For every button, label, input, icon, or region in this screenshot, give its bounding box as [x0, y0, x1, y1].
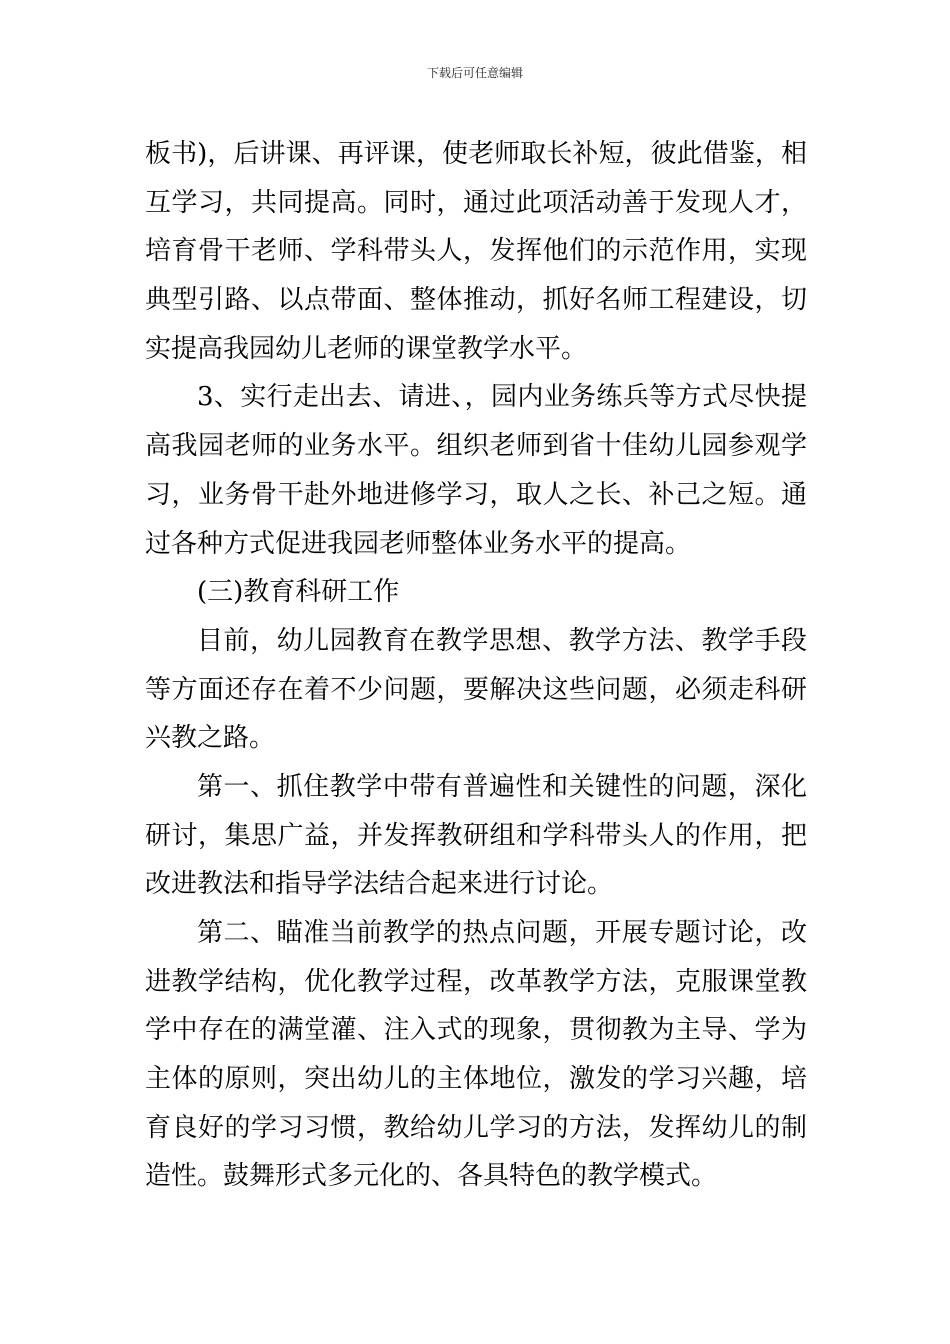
text-line: 育良好的学习习惯，教给幼儿学习的方法，发挥幼儿的制: [145, 1112, 807, 1143]
text-line: 主体的原则，突出幼儿的主体地位，激发的学习兴趣，培: [145, 1064, 807, 1095]
text-line: 学中存在的满堂灌、注入式的现象，贯彻教为主导、学为: [145, 1015, 807, 1046]
paragraph: [145, 130, 807, 373]
text-line: 第一、抓住教学中带有普遍性和关键性的问题，深化: [197, 771, 807, 802]
text-line: 进教学结构，优化教学过程，改革教学方法，克服课堂教: [145, 966, 807, 997]
text-line: 板书)，后讲课、再评课，使老师取长补短，彼此借鉴，相: [145, 139, 807, 169]
text-line: 高我园老师的业务水平。组织老师到省十佳幼儿园参观学: [145, 431, 807, 462]
text-line: 过各种方式促进我园老师整体业务水平的提高。: [145, 528, 692, 559]
text-line: 3、实行走出去、请进、，园内业务练兵等方式尽快提: [197, 382, 807, 413]
text-line: 兴教之路。: [145, 723, 276, 754]
section-heading: [145, 568, 807, 617]
text-line: 互学习，共同提高。同时，通过此项活动善于发现人才，: [145, 187, 807, 218]
document-body: [145, 130, 807, 1201]
text-line: 改进教法和指导学法结合起来进行讨论。: [145, 869, 614, 900]
paragraph: [145, 617, 807, 763]
text-line: 研讨，集思广益，并发挥教研组和学科带头人的作用，把: [145, 820, 807, 851]
text-line: 造性。鼓舞形式多元化的、各具特色的教学模式。: [145, 1161, 718, 1192]
paragraph: [145, 909, 807, 1201]
text-line: 等方面还存在着不少问题，要解决这些问题，必须走科研: [145, 674, 807, 705]
text-line: 目前，幼儿园教育在教学思想、教学方法、教学手段: [197, 625, 807, 656]
paragraph: [145, 763, 807, 909]
text-line: 培育骨干老师、学科带头人，发挥他们的示范作用，实现: [145, 236, 807, 267]
page-header: 下载后可任意编辑: [426, 66, 523, 80]
paragraph: [145, 373, 807, 568]
text-line: 典型引路、以点带面、整体推动，抓好名师工程建设，切: [145, 285, 807, 316]
text-line: 实提高我园幼儿老师的课堂教学水平。: [145, 333, 588, 364]
text-line: 第二、瞄准当前教学的热点问题，开展专题讨论，改: [197, 918, 807, 948]
text-line: 习，业务骨干赴外地进修学习，取人之长、补己之短。通: [145, 479, 807, 510]
text-line: (三)教育科研工作: [197, 577, 400, 608]
